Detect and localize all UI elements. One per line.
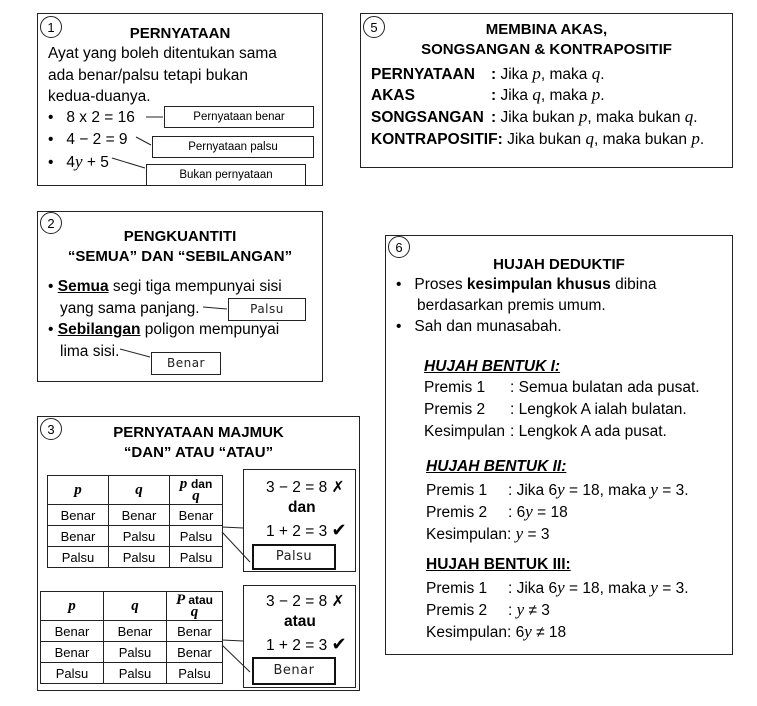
box1-desc-3: kedua-duanya.: [48, 88, 151, 105]
box2-title-1: PENGKUANTITI: [123, 228, 237, 245]
header-p-atau-q: P atau q: [167, 592, 223, 621]
box1-number-badge: 1: [40, 16, 62, 38]
checkmark-icon: ✔: [331, 634, 347, 654]
box6-point-1-line2: berdasarkan premis umum.: [417, 297, 606, 314]
box5-row-akas: AKAS : Jika q, maka p.: [371, 85, 605, 104]
box-hujah-deduktif: [385, 235, 733, 655]
box3-number-badge: 3: [40, 418, 62, 440]
box5-row-kontrapositif: KONTRAPOSITIF: Jika bukan q, maka bukan p.: [371, 129, 705, 148]
box5-row-pernyataan: PERNYATAAN : Jika p, maka q.: [371, 64, 605, 83]
example-atau-panel: [243, 585, 356, 688]
form1-premis-2: Premis 2 : Lengkok A ialah bulatan.: [424, 401, 687, 418]
header-q: q: [104, 592, 167, 621]
box-akas-songsangan: [360, 13, 733, 168]
box6-title: HUJAH DEDUKTIF: [493, 256, 625, 273]
cross-icon: ✗: [331, 479, 345, 496]
example-atau-connector: atau: [284, 613, 316, 630]
box1-item-3: • 4y + 5: [48, 152, 109, 171]
table-row: Benar Palsu Palsu: [48, 526, 223, 547]
box5-title-2: SONGSANGAN & KONTRAPOSITIF: [421, 41, 672, 58]
callout-benar: Benar: [151, 352, 221, 375]
variable-y: y: [74, 152, 83, 171]
box-pengkuantiti: [37, 211, 323, 382]
form1-premis-1: Premis 1 : Semua bulatan ada pusat.: [424, 379, 700, 396]
example-dan-connector: dan: [288, 499, 316, 516]
form3-premis-1: Premis 1 : Jika 6y = 18, maka y = 3.: [426, 578, 689, 597]
item-expression: 4: [66, 154, 75, 171]
box-pernyataan-majmuk: [37, 416, 360, 691]
box2-bullet-sebilangan: • Sebilangan poligon mempunyai: [48, 321, 280, 338]
box2-bullet-semua: • Semua segi tiga mempunyai sisi: [48, 278, 282, 295]
header-p: p: [41, 592, 104, 621]
callout-pernyataan-benar: Pernyataan benar: [164, 106, 314, 128]
header-p-dan-q: p dan q: [170, 476, 223, 505]
table-header-row: [41, 592, 223, 621]
callout-pernyataan-palsu: Pernyataan palsu: [152, 136, 314, 158]
truth-table-atau: [40, 591, 223, 684]
table-row: Benar Benar Benar: [48, 505, 223, 526]
box3-title-2: “DAN” ATAU “ATAU”: [123, 444, 274, 461]
callout-palsu: Palsu: [228, 298, 306, 321]
bullet: •: [48, 109, 54, 126]
box1-desc-1: Ayat yang boleh ditentukan sama: [48, 45, 277, 62]
cross-icon: ✗: [331, 593, 345, 610]
box2-number-badge: 2: [40, 212, 62, 234]
box-pernyataan: [37, 13, 323, 186]
box5-title-1: MEMBINA AKAS,: [485, 21, 608, 38]
form1-kesimpulan: Kesimpulan : Lengkok A ada pusat.: [424, 423, 667, 440]
form1-heading: HUJAH BENTUK I:: [424, 358, 561, 375]
header-q: q: [109, 476, 170, 505]
box2-title-2: “SEMUA” DAN “SEBILANGAN”: [67, 248, 293, 265]
box5-row-songsangan: SONGSANGAN : Jika bukan p, maka bukan q.: [371, 107, 698, 126]
callout-bukan-pernyataan: Bukan pernyataan: [146, 164, 306, 186]
bullet: •: [48, 154, 54, 171]
form2-heading: HUJAH BENTUK II:: [426, 458, 567, 475]
item-expression: 8 x 2 = 16: [66, 109, 135, 126]
example-dan-panel: [243, 469, 356, 572]
example-dan-statement-2: 1 + 2 = 3 ✔: [266, 520, 347, 540]
form2-kesimpulan: Kesimpulan: y = 3: [426, 524, 550, 543]
box1-desc-2: ada benar/palsu tetapi bukan: [48, 67, 248, 84]
box1-title: PERNYATAAN: [129, 25, 231, 42]
example-dan-statement-1: 3 − 2 = 8 ✗: [266, 479, 345, 496]
example-atau-statement-2: 1 + 2 = 3 ✔: [266, 634, 347, 654]
item-expression: 4 − 2 = 9: [66, 131, 128, 148]
example-dan-answer: Palsu: [252, 544, 336, 570]
table-row: Palsu Palsu Palsu: [41, 663, 223, 684]
form3-premis-2: Premis 2 : y ≠ 3: [426, 600, 550, 619]
box6-point-2: • Sah dan munasabah.: [396, 318, 562, 335]
form3-kesimpulan: Kesimpulan: 6y ≠ 18: [426, 622, 567, 641]
table-row: Benar Benar Benar: [41, 621, 223, 642]
example-atau-statement-1: 3 − 2 = 8 ✗: [266, 593, 345, 610]
box1-item-2: [48, 131, 128, 149]
table-header-row: [48, 476, 223, 505]
box6-number-badge: 6: [388, 236, 410, 258]
box5-number-badge: 5: [363, 16, 385, 38]
truth-table-dan: [47, 475, 223, 568]
example-atau-answer: Benar: [252, 657, 336, 685]
form2-premis-2: Premis 2 : 6y = 18: [426, 502, 568, 521]
box3-title-1: PERNYATAAN MAJMUK: [113, 424, 284, 441]
table-row: Benar Palsu Benar: [41, 642, 223, 663]
box2-bullet-sebilangan-line2: lima sisi.: [60, 343, 120, 360]
form2-premis-1: Premis 1 : Jika 6y = 18, maka y = 3.: [426, 480, 689, 499]
table-row: Palsu Palsu Palsu: [48, 547, 223, 568]
box6-point-1: • Proses kesimpulan khusus dibina: [396, 276, 657, 293]
form3-heading: HUJAH BENTUK III:: [426, 556, 571, 573]
bullet: •: [48, 131, 54, 148]
box2-bullet-semua-line2: yang sama panjang.: [60, 300, 200, 317]
header-p: p: [48, 476, 109, 505]
box1-item-1: [48, 109, 135, 127]
checkmark-icon: ✔: [331, 520, 347, 540]
